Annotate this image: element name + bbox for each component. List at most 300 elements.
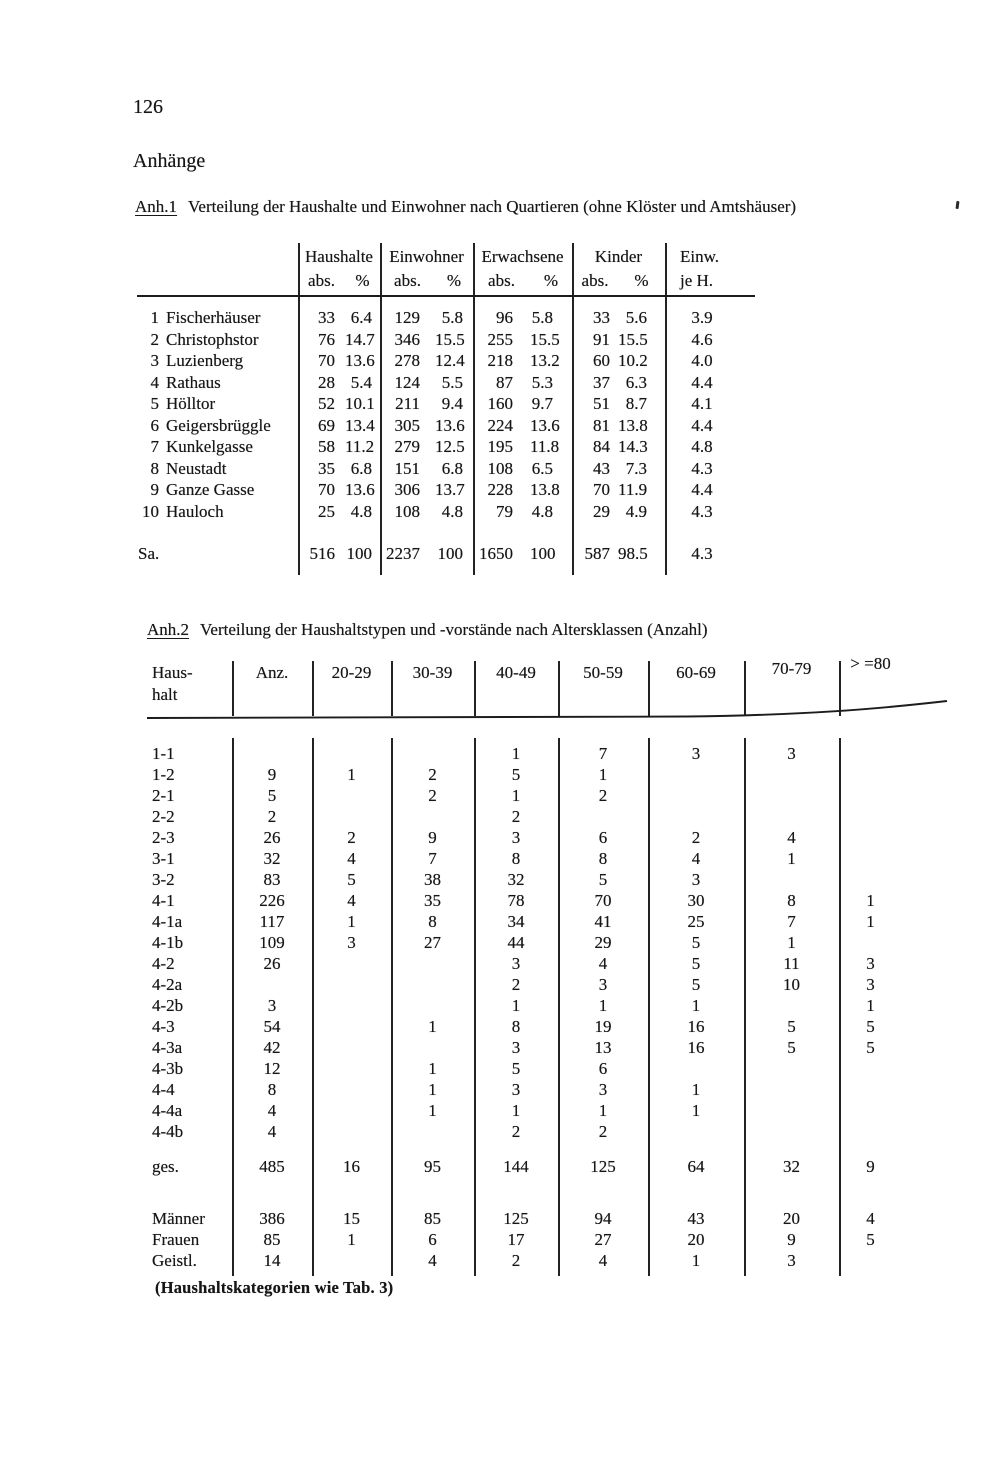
cell-value [839,785,902,806]
cell-value: 16 [687,1038,705,1057]
cell-value [391,974,474,995]
table2-row [147,1229,902,1250]
row-label: 4-1 [152,891,175,910]
column-header: halt [152,685,178,704]
cell-value: 108 [487,458,513,478]
cell-value: 1 [347,1230,356,1249]
cell-value: 95 [424,1157,441,1176]
cell-value [839,827,902,848]
cell-value: 4 [787,828,796,847]
cell-value: 1 [787,933,796,952]
column-subheader: % [634,271,649,290]
column-header: 50-59 [583,663,623,682]
cell-value: 13.6 [530,415,560,435]
cell-value: 54 [263,1017,281,1036]
cell-value [839,848,902,869]
cell-value: 13.8 [530,480,560,499]
cell-value: 2 [511,975,521,994]
appendix-table-1 [137,243,755,581]
column-header: 20-29 [331,663,372,682]
row-label: 4-3 [152,1017,175,1036]
cell-value: 2 [511,807,521,826]
column-header: Erwachsene [481,247,564,266]
table1-row [137,393,755,415]
table2-caption-label: Anh.2 [147,620,190,639]
cell-value: 100 [437,544,463,563]
row-label: 4-4b [152,1122,184,1141]
table2-row [147,1156,902,1177]
table1-caption [135,197,796,217]
table2-row [147,848,902,869]
cell-value: 38 [424,870,441,889]
cell-value: 3 [691,744,701,763]
cell-value: 14 [263,1251,281,1270]
cell-value: 85 [263,1230,281,1249]
cell-value: 13.6 [435,415,465,435]
cell-value [839,1250,902,1271]
cell-value: 1 [866,912,875,931]
cell-value: 32 [263,849,281,868]
cell-value: 4.3 [691,544,713,563]
cell-value: 5 [787,1038,796,1057]
table1-body [137,307,755,522]
row-label: 4-3b [152,1059,184,1078]
row-number: 6 [150,415,159,435]
cell-value: 1 [787,849,796,868]
table1-row [137,501,755,523]
cell-value: 98.5 [618,544,648,563]
cell-value: 29 [594,933,612,952]
cell-value: 58 [318,437,335,456]
cell-value: 5 [787,1017,796,1036]
cell-value: 1 [428,1017,437,1036]
cell-value: 2 [511,1122,521,1141]
table2-row [147,827,902,848]
cell-value: 3 [787,744,796,763]
cell-value: 5.8 [441,308,463,327]
table2-row [147,1100,902,1121]
cell-value [744,806,839,827]
cell-value: 1 [598,996,608,1015]
cell-value: 160 [487,394,513,413]
cell-value: 20 [783,1209,800,1228]
table1-header-row [137,245,755,269]
row-number: 10 [142,501,159,521]
cell-value: 4.6 [691,329,713,349]
cell-value: 1 [511,744,521,763]
row-label: Hölltor [166,394,216,413]
cell-value: 6 [598,1059,608,1078]
cell-value: 28 [318,372,335,392]
cell-value [839,806,902,827]
table2-row [147,953,902,974]
table1-row [137,458,755,480]
cell-value: 15.5 [618,329,648,349]
cell-value: 3 [347,933,356,952]
cell-value: 51 [593,394,610,413]
row-label: 1-2 [152,765,175,784]
cell-value [391,806,474,827]
table2-row [147,869,902,890]
column-subheader: je H. [680,271,714,290]
cell-value: 516 [309,544,335,563]
cell-value: 81 [593,415,610,435]
cell-value: 279 [394,437,420,456]
row-label: Geigersbrüggle [166,415,271,435]
cell-value: 195 [487,437,513,456]
cell-value: 226 [259,891,285,910]
cell-value [391,953,474,974]
cell-value: 33 [318,308,335,327]
table2-row [147,743,902,764]
cell-value: 4 [691,849,701,868]
cell-value: 34 [507,912,525,931]
table2-row [147,1037,902,1058]
row-label: 4-3a [152,1038,183,1057]
cell-value: 278 [394,351,420,370]
table2-header [147,654,902,706]
table1-caption-text: Verteilung der Haushalte und Einwohner nach Quartieren (ohne Klöster und Amtshäuser) [188,197,797,216]
cell-value: 52 [318,394,335,413]
cell-value: 10.2 [618,351,648,370]
cell-value: 13 [594,1038,612,1057]
cell-value [744,995,839,1016]
cell-value: 4.8 [691,437,713,456]
cell-value: 9 [428,828,437,847]
cell-value: 117 [259,912,285,931]
cell-value: 35 [424,891,441,910]
cell-value [312,1250,391,1271]
cell-value: 2 [428,765,437,784]
cell-value: 9 [267,765,277,784]
row-label: 2-1 [152,786,175,805]
cell-value: 4.0 [691,351,713,370]
cell-value: 4 [347,849,356,868]
cell-value: 3 [511,1080,521,1099]
cell-value [232,974,312,995]
cell-value [558,806,648,827]
cell-value: 14.7 [345,329,375,349]
cell-value: 5.8 [531,308,553,327]
cell-value: 6.8 [441,458,463,478]
cell-value: 211 [395,394,420,413]
table2-row [147,806,902,827]
cell-value: 9.4 [441,394,463,413]
cell-value [744,1079,839,1100]
row-number: 4 [150,372,159,392]
cell-value: 6 [428,1230,437,1249]
cell-value: 228 [487,480,513,499]
column-header: Einwohner [389,247,464,266]
cell-value: 4 [267,1122,277,1141]
cell-value: 29 [593,501,610,521]
cell-value: 8 [428,912,437,931]
cell-value: 11.2 [345,437,375,456]
cell-value: 4.8 [350,501,372,521]
cell-value: 3 [598,975,608,994]
cell-value: 8 [787,891,796,910]
cell-value [839,743,902,764]
cell-value: 13.6 [345,351,375,370]
cell-value: 11.9 [618,480,648,499]
table2-caption [147,620,708,640]
cell-value: 25 [687,912,705,931]
cell-value: 3 [866,975,875,994]
cell-value: 33 [593,308,610,327]
cell-value [839,1121,902,1142]
cell-value: 1 [866,996,875,1015]
cell-value: 4.1 [691,394,713,413]
column-subheader: abs. [488,271,515,290]
cell-value: 129 [394,308,420,327]
cell-value: 7 [428,849,437,868]
cell-value [312,974,391,995]
cell-value: 5 [866,1038,875,1057]
table2-summary-rows [147,1208,902,1271]
column-subheader: % [543,271,559,290]
cell-value: 4.4 [691,415,713,435]
cell-value: 4 [866,1209,875,1228]
cell-value: 13.7 [435,480,465,499]
cell-value: 7.3 [625,458,647,478]
cell-value: 6 [598,828,608,847]
cell-value: 587 [584,544,610,563]
cell-value: 5 [598,870,608,889]
cell-value [391,995,474,1016]
cell-value [648,806,744,827]
cell-value: 4.8 [441,501,463,521]
cell-value: 4.9 [625,501,647,521]
cell-value: 60 [593,351,610,370]
row-label: 4-1a [152,912,183,931]
table1-row [137,329,755,351]
cell-value: 3 [691,870,701,889]
cell-value [839,1100,902,1121]
row-number: 5 [150,394,159,413]
cell-value: 8 [511,1017,521,1036]
cell-value: 6.8 [350,458,372,478]
column-subheader: % [355,271,370,290]
cell-value [839,932,902,953]
cell-value [391,743,474,764]
cell-value: 5 [866,1017,875,1036]
cell-value: 94 [594,1209,612,1228]
table2-row [147,911,902,932]
cell-value: 10.1 [345,394,375,413]
cell-value: 305 [394,415,420,435]
cell-value: 43 [593,458,610,478]
cell-value: 7 [598,744,608,763]
table1-row [137,415,755,437]
column-header: Kinder [594,247,643,266]
row-number: 8 [150,458,159,478]
table1-caption-label: Anh.1 [135,197,178,216]
cell-value: 5 [866,1230,875,1249]
cell-value: 70 [318,351,335,370]
cell-value: 1 [598,765,608,784]
cell-value: 3 [511,828,521,847]
column-header: Einw. [680,247,720,266]
table2-header-row2 [147,684,902,706]
table1-row [137,543,755,565]
row-label: Männer [152,1209,205,1228]
row-label: 2-3 [152,828,175,847]
cell-value [839,764,902,785]
cell-value [232,743,312,764]
row-label: Fischerhäuser [166,308,261,327]
cell-value [648,1121,744,1142]
row-label: Rathaus [166,372,221,392]
section-heading: Anhänge [133,150,206,172]
table2-body [147,743,902,1142]
cell-value: 14.3 [618,437,648,456]
cell-value: 125 [503,1209,529,1228]
cell-value [312,1079,391,1100]
cell-value: 32 [507,870,525,889]
cell-value: 20 [687,1230,705,1249]
cell-value: 3 [787,1251,796,1270]
column-header: Anz. [255,663,289,682]
table2-row [147,932,902,953]
cell-value: 224 [487,415,513,435]
cell-value: 5.3 [531,372,553,392]
cell-value: 151 [394,458,420,478]
table2-row [147,974,902,995]
table2-row [147,890,902,911]
cell-value: 15.5 [530,329,560,349]
cell-value: 11.8 [530,437,560,456]
cell-value [391,1121,474,1142]
cell-value: 5 [511,765,521,784]
cell-value: 1 [691,996,701,1015]
table1-row [137,307,755,329]
row-label: 4-4 [152,1080,175,1099]
row-label: 4-2 [152,954,175,973]
table1-row [137,479,755,501]
cell-value [312,1100,391,1121]
cell-value: 2 [267,807,277,826]
cell-value: 2 [347,828,356,847]
row-label: 1-1 [152,744,175,763]
cell-value: 1 [347,912,356,931]
cell-value: 9 [787,1230,796,1249]
cell-value: 5 [267,786,277,805]
cell-value: 17 [507,1230,525,1249]
cell-value: 70 [318,480,335,499]
cell-value: 1650 [479,544,513,563]
cell-value: 386 [259,1209,285,1228]
cell-value: 4.4 [691,480,713,499]
cell-value: 1 [511,786,521,805]
cell-value: 485 [259,1157,285,1176]
cell-value: 3 [511,954,521,973]
cell-value: 346 [394,329,420,349]
table2-footnote: (Haushaltskategorien wie Tab. 3) [155,1278,394,1297]
cell-value: 84 [593,437,610,456]
cell-value: 30 [687,891,705,910]
column-header: 40-49 [496,663,536,682]
cell-value: 76 [318,329,335,349]
row-label: Hauloch [166,501,224,521]
cell-value: 37 [593,372,610,392]
cell-value: 100 [530,544,556,563]
cell-value: 4 [347,891,356,910]
cell-value [312,806,391,827]
cell-value: 87 [496,372,513,392]
cell-value: 85 [424,1209,441,1228]
cell-value: 83 [263,870,281,889]
cell-value [391,1037,474,1058]
cell-value: 15 [343,1209,360,1228]
cell-value: 1 [347,765,356,784]
cell-value: 91 [593,329,610,349]
cell-value: 5.6 [625,308,647,327]
row-label: 4-2b [152,996,184,1015]
table2-row [147,995,902,1016]
cell-value: 43 [687,1209,705,1228]
cell-value: 1 [691,1251,701,1270]
cell-value: 124 [394,372,420,392]
cell-value [839,869,902,890]
column-header: 70-79 [771,659,812,678]
cell-value: 26 [263,954,281,973]
table2-row [147,764,902,785]
row-label: Geistl. [152,1251,197,1270]
cell-value [839,1079,902,1100]
cell-value: 2 [598,1122,608,1141]
table1-header [137,245,755,293]
cell-value: 5.5 [441,372,463,392]
table2-row [147,1250,902,1271]
cell-value: 125 [590,1157,616,1176]
column-header: > =80 [850,654,891,673]
cell-value [312,953,391,974]
table1-total-row-container [137,543,755,565]
table2-row [147,1208,902,1229]
cell-value: 6.4 [350,308,372,327]
cell-value: 42 [263,1038,281,1057]
cell-value [744,1058,839,1079]
cell-value: 10 [783,975,800,994]
cell-value: 69 [318,415,335,435]
cell-value: 5 [691,954,701,973]
cell-value [744,1100,839,1121]
cell-value: 8 [511,849,521,868]
cell-value [312,1016,391,1037]
cell-value: 4.4 [691,372,713,392]
row-label: Neustadt [166,458,227,478]
cell-value [312,743,391,764]
cell-value: 7 [787,912,796,931]
cell-value: 11 [783,954,800,973]
table1-row [137,350,755,372]
cell-value: 4 [598,1251,608,1270]
cell-value: 9 [866,1157,875,1176]
row-number: 9 [150,480,159,499]
cell-value: 13.2 [530,351,560,370]
cell-value: 4.3 [691,458,713,478]
cell-value: 4 [598,954,608,973]
cell-value: 218 [487,351,513,370]
column-header: 60-69 [676,663,716,682]
table2-header-row [147,654,902,684]
row-number: 3 [150,351,159,370]
cell-value: 13.4 [345,415,375,435]
cell-value: 144 [503,1157,529,1176]
cell-value: 3 [267,996,277,1015]
cell-value [312,785,391,806]
cell-value: 6.3 [625,372,647,392]
